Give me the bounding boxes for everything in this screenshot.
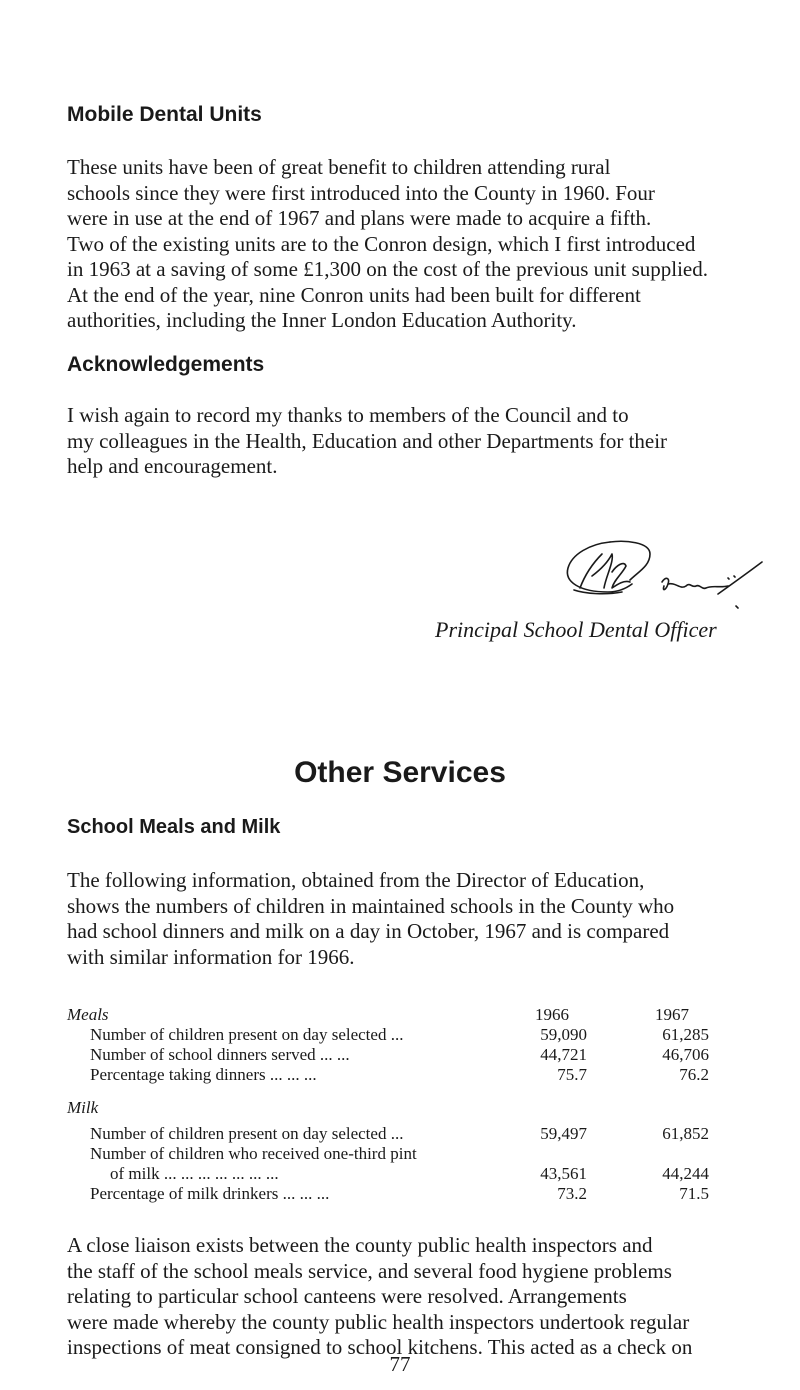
text-line: The following information, obtained from the Director of Education,: [67, 868, 645, 892]
row-label: Number of children present on day selected ...: [90, 1124, 404, 1143]
page-number: 77: [389, 1352, 411, 1376]
row-label: Percentage of milk drinkers ... ... ...: [90, 1184, 330, 1203]
text-line: help and encouragement.: [67, 454, 278, 478]
column-header-1966: 1966: [535, 1005, 569, 1024]
cell-1966: 59,497: [540, 1124, 587, 1143]
paragraph-mobile-dental-units: [67, 155, 750, 334]
row-label: Percentage taking dinners ... ... ...: [90, 1065, 317, 1084]
cell-1966: 44,721: [540, 1045, 587, 1064]
text-line: Two of the existing units are to the Conron design, which I first introduced: [67, 231, 696, 256]
section-heading-acknowledgements: Acknowledgements: [67, 353, 265, 376]
text-line: the staff of the school meals service, and several food hygiene problems: [67, 1258, 672, 1283]
text-line: authorities, including the Inner London Education Authority.: [67, 308, 577, 332]
row-label: Number of school dinners served ... ...: [90, 1045, 350, 1064]
text-line: I wish again to record my thanks to members of the Council and to: [67, 403, 629, 427]
text-line: were made whereby the county public health inspectors undertook regular: [67, 1309, 690, 1334]
text-line: A close liaison exists between the county public health inspectors and: [67, 1233, 653, 1257]
text-line: in 1963 at a saving of some £1,300 on the cost of the previous unit supplied.: [67, 257, 708, 281]
section-title-other-services: Other Services: [294, 756, 506, 789]
cell-1967: 76.2: [679, 1065, 709, 1084]
cell-1966: 75.7: [557, 1065, 587, 1084]
cell-1966: 59,090: [540, 1025, 587, 1044]
column-header-1967: 1967: [655, 1005, 689, 1024]
cell-1967: 44,244: [662, 1164, 709, 1183]
row-label-continuation: of milk ... ... ... ... ... ... ...: [110, 1164, 279, 1183]
subheading-school-meals-and-milk: School Meals and Milk: [67, 816, 281, 838]
signatory-title: Principal School Dental Officer: [435, 617, 717, 642]
text-line: were in use at the end of 1967 and plans were made to acquire a fifth.: [67, 206, 652, 230]
handwritten-signature: [550, 532, 765, 614]
row-label: Number of children who received one-third pint: [90, 1144, 417, 1163]
row-label: Number of children present on day selected ...: [90, 1025, 404, 1044]
text-line: shows the numbers of children in maintained schools in the County who: [67, 893, 675, 918]
table-subheading-meals: Meals: [67, 1005, 109, 1024]
cell-1966: 73.2: [557, 1184, 587, 1203]
text-line: These units have been of great benefit to children attending rural: [67, 155, 611, 179]
cell-1967: 61,285: [662, 1025, 709, 1044]
text-line: with similar information for 1966.: [67, 944, 355, 969]
text-line: schools since they were first introduced into the County in 1960. Four: [67, 180, 655, 205]
paragraph-school-meals-intro: [67, 868, 750, 970]
cell-1967: 61,852: [662, 1124, 709, 1143]
table-subheading-milk: Milk: [67, 1098, 99, 1117]
cell-1966: 43,561: [540, 1164, 587, 1183]
paragraph-liaison: [67, 1233, 750, 1361]
text-line: my colleagues in the Health, Education and other Departments for their: [67, 428, 668, 453]
section-heading-mobile-dental-units: Mobile Dental Units: [67, 103, 262, 126]
cell-1967: 46,706: [662, 1045, 709, 1064]
text-line: relating to particular school canteens were resolved. Arrangements: [67, 1284, 627, 1308]
paragraph-acknowledgements: [67, 403, 750, 480]
cell-1967: 71.5: [679, 1184, 709, 1203]
text-line: inspections of meat consigned to school kitchens. This acted as a check on: [67, 1335, 693, 1359]
text-line: At the end of the year, nine Conron units had been built for different: [67, 282, 641, 307]
text-line: had school dinners and milk on a day in October, 1967 and is compared: [67, 919, 670, 943]
